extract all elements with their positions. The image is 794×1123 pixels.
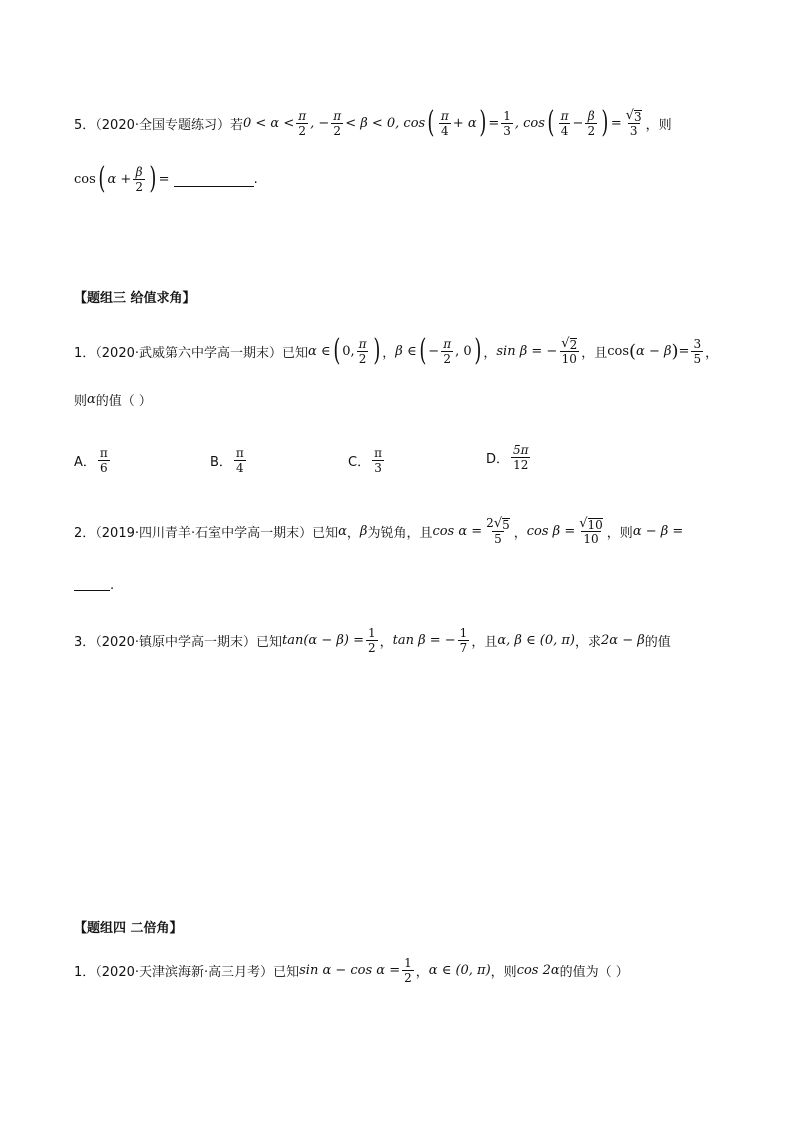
g3q1-cos: cos <box>607 343 630 359</box>
right-paren: ) <box>473 333 482 368</box>
g4q1-prefix: 1．（2020·天津滨海新·高三月考）已知 <box>74 965 300 980</box>
g3q1-frac-pi-2: $\frac{\pi}{2}$ <box>358 336 367 366</box>
q5-line2-cos: cos <box>74 171 96 187</box>
g3q2-cos-beta: cos β = <box>526 523 576 539</box>
q5-plus-alpha: + α <box>452 115 477 131</box>
g4q1-frac-1-2: $\frac{1}{2}$ <box>404 956 412 985</box>
q5-tail: ，则 <box>645 117 672 133</box>
q5-minus: − <box>572 115 584 131</box>
g3q2-alpha: α <box>338 523 347 539</box>
g3q1-frac-sqrt2-10: √ 2 10 <box>561 336 578 366</box>
q5-frac-sqrt3-3: √ 3 3 <box>625 108 642 138</box>
g3q1-line2-alpha: α <box>87 392 96 407</box>
g4q1-then: ，则 <box>490 965 517 980</box>
answer-blank[interactable] <box>174 172 254 187</box>
g3-q1-line2 <box>74 390 152 409</box>
g3q1-comma-zero: , 0 <box>455 343 472 359</box>
left-paren: ( <box>547 105 555 140</box>
g3q3-frac-1-7: $\frac{1}{7}$ <box>459 626 468 655</box>
q5-prefix: 5．（2020·全国专题练习）若 <box>74 117 243 133</box>
g3q1-prefix: 1．（2020·武威第六中学高一期末）已知 <box>74 345 308 361</box>
g3q1-sep2: ， <box>483 345 497 361</box>
g3q3-tan-beta: tan β = − <box>392 633 456 648</box>
g3q1-sin-beta: sin β = − <box>496 343 558 359</box>
g3q2-acute: 为锐角，且 <box>367 525 433 541</box>
option-label: A． <box>74 455 96 470</box>
g3q1-beta-in: β ∈ <box>395 343 417 359</box>
q5-comma-cos: , cos <box>514 115 545 131</box>
option-b[interactable] <box>210 446 248 475</box>
g4q1-sep: ， <box>415 965 429 980</box>
g3q3-target: 2α − β <box>601 633 645 648</box>
q5-eq2: = <box>610 115 622 131</box>
g3q1-amb: α − β <box>636 343 672 359</box>
option-frac: $\frac{5\pi}{12}$ <box>513 443 529 472</box>
g3q3-frac-1-2: $\frac{1}{2}$ <box>367 626 376 655</box>
q5-cond-beta: < β < 0, cos <box>345 115 426 131</box>
option-c[interactable] <box>348 446 386 475</box>
g3-q1-line1 <box>74 333 719 368</box>
q5-comma-neg: , − <box>310 115 330 131</box>
option-label: B． <box>210 455 232 470</box>
q5-frac-1-3: $\frac{1}{3}$ <box>503 108 511 138</box>
g4-q1-line1 <box>74 956 629 985</box>
right-paren: ) <box>671 340 679 362</box>
q5-frac-pi-2a: $\frac{\pi}{2}$ <box>298 108 307 138</box>
g3q1-alpha-in: α ∈ <box>308 343 331 359</box>
g3q1-sep: ， <box>382 345 396 361</box>
g3q3-ask: ，求 <box>575 635 602 650</box>
answer-blank[interactable] <box>74 580 110 591</box>
g3q1-frac-3-5: $\frac{3}{5}$ <box>693 336 702 366</box>
q5-line2 <box>74 161 258 196</box>
q5-frac-beta-2: $\frac{\beta}{2}$ <box>587 108 596 138</box>
g3q3-and: ，且 <box>471 635 498 650</box>
option-frac: $\frac{\pi}{3}$ <box>374 446 382 475</box>
g3q1-end: ， <box>705 345 719 361</box>
g3q3-sep: ， <box>379 635 393 650</box>
q5-line2-alpha: α + <box>107 171 132 187</box>
g3q1-neg: − <box>428 343 440 359</box>
q5-line2-eq: = <box>158 171 170 187</box>
option-frac: $\frac{\pi}{4}$ <box>235 446 244 475</box>
right-paren: ) <box>149 161 157 196</box>
g3-q2-line2 <box>74 578 114 593</box>
g3q2-prefix: 2．（2019·四川青羊·石室中学高一期末）已知 <box>74 525 339 541</box>
g3q2-end: . <box>110 578 115 593</box>
g3q2-sep: ， <box>513 525 527 541</box>
left-paren: ( <box>427 105 435 140</box>
g3q1-eq: = <box>678 343 690 359</box>
left-paren: ( <box>332 333 340 368</box>
g3q3-tan-expr: tan(α − β) = <box>282 633 364 648</box>
g3q2-then: ，则 <box>606 525 633 541</box>
q5-line1 <box>74 105 672 140</box>
group3-title: 【题组三 给值求角】 <box>74 291 196 306</box>
g3q2-frac-sqrt10-10: √ 10 10 <box>579 516 603 546</box>
left-paren: ( <box>629 340 637 362</box>
g3q2-beta: β <box>359 523 368 539</box>
g4q1-cos2a: cos 2α <box>516 963 560 978</box>
q5-frac-pi-4a: $\frac{\pi}{4}$ <box>440 108 449 138</box>
g4q1-expr: sin α − cos α = <box>299 963 401 978</box>
left-paren: ( <box>98 161 106 196</box>
g3q1-zero: 0, <box>342 343 355 359</box>
g3q2-cos-alpha: cos α = <box>432 523 483 539</box>
g3q2-comma: ， <box>346 525 360 541</box>
q5-frac-pi-2b: $\frac{\pi}{2}$ <box>333 108 342 138</box>
g3q3-tail: 的值 <box>644 635 671 650</box>
option-d[interactable] <box>486 443 533 472</box>
option-frac: $\frac{\pi}{6}$ <box>99 446 108 475</box>
right-paren: ) <box>478 105 486 140</box>
option-label: D． <box>486 452 510 467</box>
q5-line2-frac: $\frac{\beta}{2}$ <box>135 164 143 194</box>
g4q1-range: α ∈ (0, π) <box>428 963 491 978</box>
q5-line2-end: . <box>253 171 258 187</box>
q5-frac-pi-4b: $\frac{\pi}{4}$ <box>560 108 569 138</box>
g4q1-tail: 的值为（ ） <box>559 965 629 980</box>
q5-cond-alpha: 0 < α < <box>243 115 295 131</box>
right-paren: ) <box>601 105 609 140</box>
g3q1-and: ，且 <box>581 345 608 361</box>
option-label: C． <box>348 455 371 470</box>
group4-title: 【题组四 二倍角】 <box>74 921 183 936</box>
right-paren: ) <box>372 333 380 368</box>
g3q1-line2-tail: 的值（ ） <box>95 394 152 409</box>
g3q2-diff: α − β = <box>632 523 684 539</box>
g3-q3-line1 <box>74 626 671 655</box>
g3q2-frac-2sqrt5-5: 2 √ 5 5 <box>486 516 510 546</box>
g3q3-range: α, β ∈ (0, π) <box>497 633 575 648</box>
g3-q2-line1 <box>74 516 683 546</box>
g3q1-frac-neg-pi-2: $\frac{\pi}{2}$ <box>443 336 452 366</box>
q5-eq1: = <box>488 115 500 131</box>
g3q1-line2: 则 <box>74 394 88 409</box>
g3q3-prefix: 3．（2020·镇原中学高一期末）已知 <box>74 635 282 650</box>
option-a[interactable] <box>74 446 112 475</box>
left-paren: ( <box>418 333 426 368</box>
